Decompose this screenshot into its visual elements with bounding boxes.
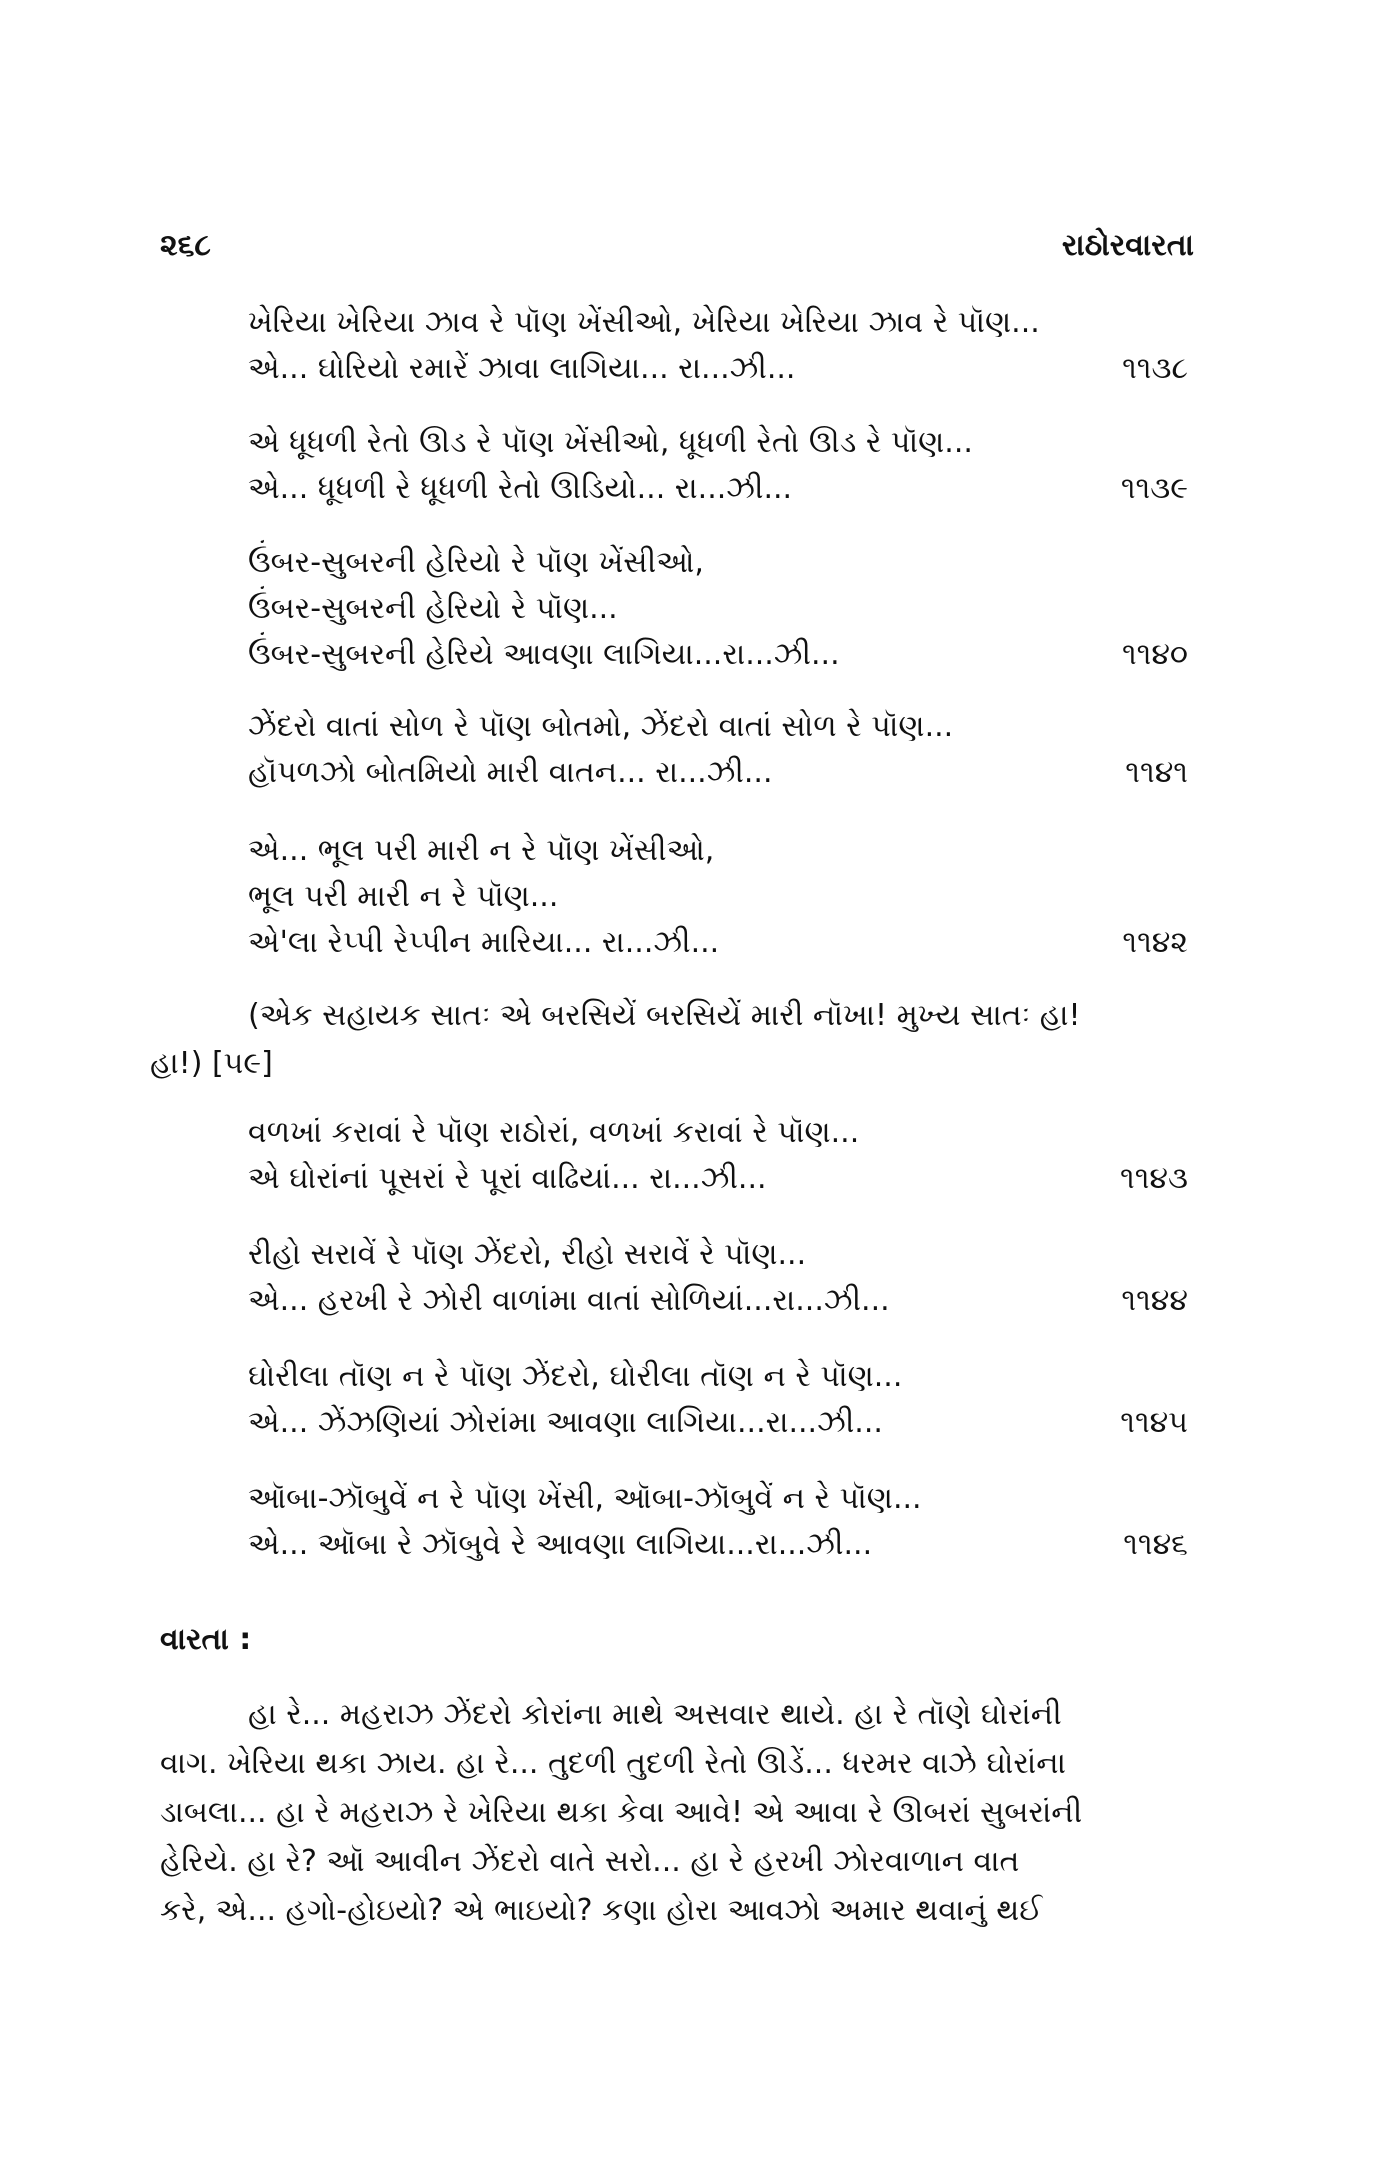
verse-line: એ ઘોરાંનાં પૂસરાં રે પૂરાં વાઢિયાં... રા...ઝી... ૧૧૪૩ [248, 1156, 1188, 1202]
running-title: રાઠોરવારતા [1061, 228, 1194, 263]
prose-line: કરે, એ... હગો-હોઇયો? એ ભાઇયો? કણા હોરા આવઝો અમાર થવાનું થઈ [160, 1893, 1043, 1928]
prose-line: વાગ. ખેરિયા થકા ઝાય. હા રે... તુદળી તુદળી રેતો ઊડેં... ધરમર વાઝે ઘોરાંના [160, 1746, 1066, 1781]
verse-line: વળખાં કરાવાં રે પૉણ રાઠોરાં, વળખાં કરાવાં રે પૉણ... [248, 1115, 860, 1150]
verse-line: ઉંબર-સુબરની હેરિયો રે પૉણ... [248, 591, 618, 626]
verse-line: ઉંબર-સુબરની હેરિયે આવણા લાગિયા...રા...ઝી... ૧૧૪૦ [248, 632, 1188, 678]
verse-stanza [248, 1110, 1188, 1202]
verse-line: એ... ઘોરિયો રમારેં ઝાવા લાગિયા... રા...ઝી... ૧૧૩૮ [248, 346, 1188, 392]
verse-stanza [248, 1476, 1188, 1568]
verse-stanza [248, 420, 1188, 512]
verse-number: ૧૧૪૫ [1120, 1405, 1188, 1440]
verse-line: ઉંબર-સુબરની હેરિયો રે પૉણ ખેંસીઓ, [248, 545, 704, 580]
prose-line: ડાબલા... હા રે મહરાઝ રે ખેરિયા થકા કેવા આવે! એ આવા રે ઊબરાં સુબરાંની [160, 1795, 1083, 1830]
verse-line: ઑબા-ઝૉબુવેં ન રે પૉણ ખેંસી, ઑબા-ઝૉબુવેં ન રે પૉણ... [248, 1481, 922, 1516]
verse-number: ૧૧૪૨ [1122, 925, 1188, 960]
verse-number: ૧૧૪૩ [1120, 1161, 1188, 1196]
verse-number: ૧૧૪૧ [1125, 755, 1188, 790]
verse-number: ૧૧૪૬ [1123, 1527, 1188, 1562]
verse-stanza [248, 1354, 1188, 1446]
verse-line: ખેરિયા ખેરિયા ઝાવ રે પૉણ ખેંસીઓ, ખેરિયા ખેરિયા ઝાવ રે પૉણ... [248, 305, 1040, 340]
verse-number: ૧૧૪૪ [1121, 1283, 1188, 1318]
prose-line: હા રે... મહરાઝ ઝેંદરો કોરાંના માથે અસવાર થાયે. હા રે તૉણે ઘોરાંની [248, 1697, 1062, 1732]
verse-line: ઘોરીલા તૉણ ન રે પૉણ ઝેંદરો, ઘોરીલા તૉણ ન રે પૉણ... [248, 1359, 903, 1394]
verse-line: એ'લા રેપ્પી રેપ્પીન મારિયા... રા...ઝી... ૧૧૪૨ [248, 920, 1188, 966]
verse-line: એ... ઝેંઝણિયાં ઝોરાંમા આવણા લાગિયા...રા...ઝી... ૧૧૪૫ [248, 1400, 1188, 1446]
verse-stanza [248, 540, 1188, 678]
section-heading: વારતા : [160, 1622, 252, 1657]
verse-line: એ... ઑબા રે ઝૉબુવે રે આવણા લાગિયા...રા...ઝી... ૧૧૪૬ [248, 1522, 1188, 1568]
note-line: હા!) [૫૯] [150, 1046, 273, 1081]
verse-stanza [248, 300, 1188, 392]
verse-line: રીહો સરાવેં રે પૉણ ઝેંદરો, રીહો સરાવેં રે પૉણ... [248, 1237, 807, 1272]
page-header [160, 228, 1194, 278]
verse-stanza [248, 1232, 1188, 1324]
verse-line: એ... ભૂલ પરી મારી ન રે પૉણ ખેંસીઓ, [248, 833, 715, 868]
verse-line: એ... ધૂધળી રે ધૂધળી રેતો ઊડિયો... રા...ઝી... ૧૧૩૯ [248, 466, 1188, 512]
verse-number: ૧૧૪૦ [1121, 637, 1188, 672]
verse-line: ઝેંદરો વાતાં સોળ રે પૉણ બોતમો, ઝેંદરો વાતાં સોળ રે પૉણ... [248, 709, 954, 744]
verse-line: એ... હરખી રે ઝોરી વાળાંમા વાતાં સોળિયાં...રા...ઝી... ૧૧૪૪ [248, 1278, 1188, 1324]
performance-note [150, 992, 1190, 1088]
verse-number: ૧૧૩૮ [1122, 351, 1188, 386]
note-line: (એક સહાયક સાતઃ એ બરસિયેં બરસિયેં મારી નૉખા! મુખ્ય સાતઃ હા! [248, 998, 1081, 1033]
verse-line: હૉપળઝો બોતમિયો મારી વાતન... રા...ઝી... ૧૧૪૧ [248, 750, 1188, 796]
verse-number: ૧૧૩૯ [1120, 471, 1188, 506]
prose-paragraph [160, 1690, 1200, 1935]
verse-line: ભૂલ પરી મારી ન રે પૉણ... [248, 879, 559, 914]
verse-stanza [248, 828, 1188, 966]
verse-line: એ ધૂધળી રેતો ઊડ રે પૉણ ખેંસીઓ, ધૂધળી રેતો ઊડ રે પૉણ... [248, 425, 973, 460]
prose-line: હેરિયે. હા રે? ઑ આવીન ઝેંદરો વાતે સરો... હા રે હરખી ઝોરવાળાન વાત [160, 1844, 1020, 1879]
verse-stanza [248, 704, 1188, 796]
page-number: ૨૬૮ [160, 228, 211, 263]
